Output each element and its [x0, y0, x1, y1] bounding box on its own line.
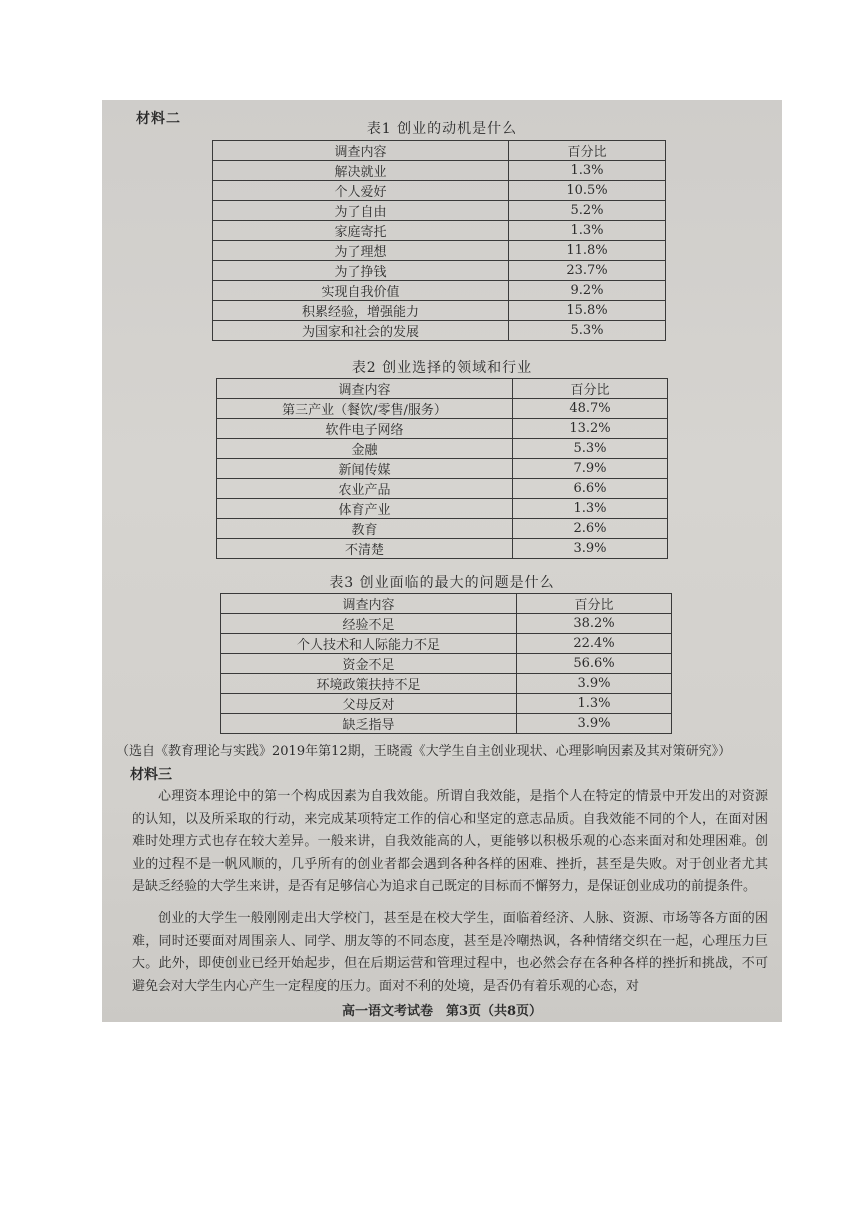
survey-item-cell: 新闻传媒	[217, 459, 513, 479]
table-row	[217, 499, 668, 519]
material-2-label: 材料二	[136, 111, 181, 127]
percent-cell: 1.3%	[517, 694, 672, 714]
table-header-row	[217, 379, 668, 399]
table-row	[221, 654, 672, 674]
percent-cell: 9.2%	[509, 281, 666, 301]
table-3	[220, 593, 672, 734]
survey-item-cell: 体育产业	[217, 499, 513, 519]
table-row	[213, 201, 666, 221]
table-header-row	[213, 141, 666, 161]
percent-cell: 56.6%	[517, 654, 672, 674]
percent-cell: 3.9%	[517, 674, 672, 694]
table-row	[221, 674, 672, 694]
table-row	[213, 241, 666, 261]
table-row	[217, 519, 668, 539]
survey-item-cell: 缺乏指导	[221, 714, 517, 734]
percent-cell: 22.4%	[517, 634, 672, 654]
table-2	[216, 378, 668, 559]
table-row	[221, 694, 672, 714]
table-row	[217, 479, 668, 499]
paragraph: 心理资本理论中的第一个构成因素为自我效能。所谓自我效能，是指个人在特定的情景中开发出的对资源的认知，以及所采取的行动，来完成某项特定工作的信心和坚定的意志品质。自我效能不同的个人，在面对困难时处理方式也存在较大差异。一般来讲，自我效能高的人，更能够以积极乐观的心态来面对和处理困难。创业的过程不是一帆风顺的，几乎所有的创业者都会遇到各种各样的困难、挫折，甚至是失败。对于创业者尤其是缺乏经验的大学生来讲，是否有足够信心为追求自己既定的目标而不懈努力，是保证创业成功的前提条件。	[132, 789, 768, 894]
column-header-item: 调查内容	[217, 379, 513, 399]
table-1-caption: 表1 创业的动机是什么	[366, 121, 518, 137]
table-row	[217, 459, 668, 479]
survey-item-cell: 金融	[217, 439, 513, 459]
percent-cell: 5.2%	[509, 201, 666, 221]
column-header-percent: 百分比	[509, 141, 666, 161]
column-header-item: 调查内容	[213, 141, 509, 161]
column-header-percent: 百分比	[517, 594, 672, 614]
column-header-item: 调查内容	[221, 594, 517, 614]
survey-item-cell: 为国家和社会的发展	[213, 321, 509, 341]
source-citation: （选自《教育理论与实践》2019年第12期，王晓霞《大学生自主创业现状、心理影响因素及其对策研究》）	[116, 744, 732, 759]
table-row	[221, 634, 672, 654]
table-row	[217, 539, 668, 559]
table-row	[221, 714, 672, 734]
survey-item-cell: 为了自由	[213, 201, 509, 221]
table-row	[213, 181, 666, 201]
survey-item-cell: 第三产业（餐饮/零售/服务）	[217, 399, 513, 419]
table-row	[217, 399, 668, 419]
table-header-row	[221, 594, 672, 614]
percent-cell: 3.9%	[517, 714, 672, 734]
survey-item-cell: 实现自我价值	[213, 281, 509, 301]
percent-cell: 38.2%	[517, 614, 672, 634]
survey-item-cell: 环境政策扶持不足	[221, 674, 517, 694]
survey-item-cell: 为了理想	[213, 241, 509, 261]
survey-item-cell: 积累经验，增强能力	[213, 301, 509, 321]
percent-cell: 48.7%	[513, 399, 668, 419]
table-3-caption: 表3 创业面临的最大的问题是什么	[329, 575, 555, 591]
survey-item-cell: 软件电子网络	[217, 419, 513, 439]
material-3-label: 材料三	[130, 767, 172, 783]
survey-item-cell: 父母反对	[221, 694, 517, 714]
survey-item-cell: 个人技术和人际能力不足	[221, 634, 517, 654]
survey-item-cell: 经验不足	[221, 614, 517, 634]
percent-cell: 3.9%	[513, 539, 668, 559]
percent-cell: 13.2%	[513, 419, 668, 439]
percent-cell: 5.3%	[509, 321, 666, 341]
table-row	[217, 439, 668, 459]
table-2-caption: 表2 创业选择的领域和行业	[351, 360, 533, 376]
survey-item-cell: 家庭寄托	[213, 221, 509, 241]
page-footer: 高一语文考试卷 第3页（共8页）	[341, 1004, 543, 1019]
survey-item-cell: 不清楚	[217, 539, 513, 559]
exam-page	[102, 100, 782, 1022]
survey-item-cell: 农业产品	[217, 479, 513, 499]
paragraph: 创业的大学生一般刚刚走出大学校门，甚至是在校大学生，面临着经济、人脉、资源、市场等各方面的困难，同时还要面对周围亲人、同学、朋友等的不同态度，甚至是冷嘲热讽，各种情绪交织在一起，心理压力巨大。此外，即使创业已经开始起步，但在后期运营和管理过程中，也必然会存在各种各样的挫折和挑战，不可避免会对大学生内心产生一定程度的压力。面对不利的处境，是否仍有着乐观的心态，对	[132, 911, 768, 994]
percent-cell: 23.7%	[509, 261, 666, 281]
percent-cell: 11.8%	[509, 241, 666, 261]
percent-cell: 1.3%	[509, 221, 666, 241]
percent-cell: 10.5%	[509, 181, 666, 201]
column-header-percent: 百分比	[513, 379, 668, 399]
table-row	[213, 261, 666, 281]
percent-cell: 1.3%	[509, 161, 666, 181]
table-1	[212, 140, 666, 341]
percent-cell: 2.6%	[513, 519, 668, 539]
table-row	[213, 281, 666, 301]
table-row	[213, 321, 666, 341]
survey-item-cell: 个人爱好	[213, 181, 509, 201]
percent-cell: 7.9%	[513, 459, 668, 479]
percent-cell: 6.6%	[513, 479, 668, 499]
table-row	[213, 161, 666, 181]
table-row	[213, 301, 666, 321]
table-row	[213, 221, 666, 241]
survey-item-cell: 教育	[217, 519, 513, 539]
survey-item-cell: 解决就业	[213, 161, 509, 181]
percent-cell: 15.8%	[509, 301, 666, 321]
table-row	[217, 419, 668, 439]
percent-cell: 1.3%	[513, 499, 668, 519]
table-row	[221, 614, 672, 634]
survey-item-cell: 资金不足	[221, 654, 517, 674]
percent-cell: 5.3%	[513, 439, 668, 459]
survey-item-cell: 为了挣钱	[213, 261, 509, 281]
